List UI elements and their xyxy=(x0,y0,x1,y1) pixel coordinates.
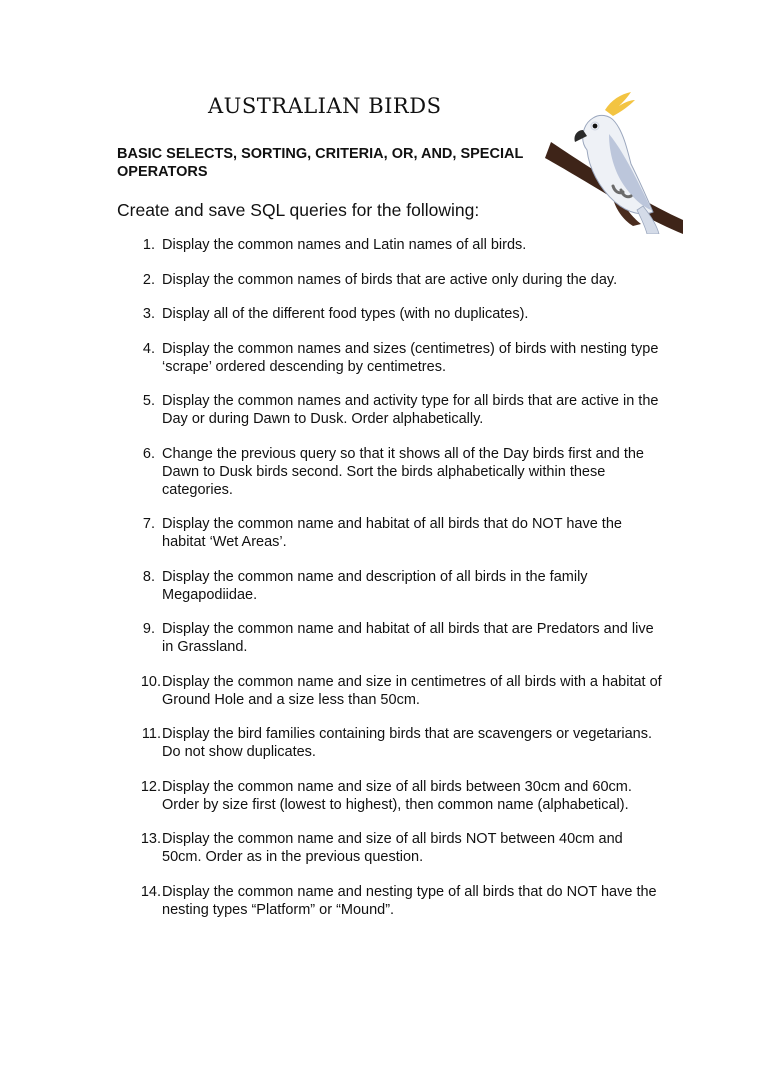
cockatoo-illustration xyxy=(543,88,683,234)
question-item xyxy=(117,340,662,376)
question-number: 2. xyxy=(142,271,155,288)
question-item xyxy=(117,673,662,709)
question-item xyxy=(117,236,662,254)
question-text: Display the common name and size of all birds between 30cm and 60cm. Order by size first (lowest to highest), then common name (alphabetical). xyxy=(162,778,632,813)
question-item xyxy=(117,883,662,919)
question-text: Display the common name and size of all birds NOT between 40cm and 50cm. Order as in the previous question. xyxy=(162,831,623,865)
section-subtitle: BASIC SELECTS, SORTING, CRITERIA, OR, AND, SPECIAL OPERATORS xyxy=(117,146,524,180)
question-text: Display the common name and nesting type of all birds that do NOT have the nesting types “Platform” or “Mound”. xyxy=(162,883,657,918)
question-item xyxy=(117,778,662,814)
crest-shape xyxy=(605,92,635,116)
question-number: 10. xyxy=(140,673,161,690)
question-text: Display the common name and habitat of all birds that are Predators and live in Grassland. xyxy=(162,621,654,655)
question-number: 12. xyxy=(140,778,161,795)
question-number: 11. xyxy=(141,726,161,742)
question-text: Display the common name and description of all birds in the family Megapodiidae. xyxy=(162,568,588,603)
question-number: 7. xyxy=(142,516,155,532)
question-number: 5. xyxy=(142,393,155,409)
question-item xyxy=(117,392,662,428)
question-number: 13. xyxy=(140,831,161,847)
question-number: 1. xyxy=(142,237,155,253)
question-text: Display the common name and habitat of all birds that do NOT have the habitat ‘Wet Areas’. xyxy=(162,516,622,550)
question-number: 14. xyxy=(140,883,161,900)
question-list xyxy=(117,236,662,935)
question-text: Display the bird families containing birds that are scavengers or vegetarians. Do not show duplicates. xyxy=(162,726,653,760)
question-text: Display the common names and Latin names of all birds. xyxy=(162,237,527,253)
question-item xyxy=(117,830,662,866)
question-item xyxy=(117,445,662,499)
question-item xyxy=(117,305,662,323)
question-item xyxy=(117,620,662,656)
page-title: AUSTRALIAN BIRDS xyxy=(208,94,442,118)
question-text: Change the previous query so that it shows all of the Day birds first and the Dawn to Dusk birds second. Sort the birds alphabetically within these categories. xyxy=(162,445,644,498)
question-number: 9. xyxy=(142,621,155,637)
question-text: Display the common name and size in centimetres of all birds with a habitat of Ground Hole and a size less than 50cm. xyxy=(162,673,662,708)
question-text: Display the common names of birds that are active only during the day. xyxy=(162,271,618,288)
question-text: Display all of the different food types (with no duplicates). xyxy=(162,306,529,322)
question-number: 8. xyxy=(142,568,155,585)
intro-text: Create and save SQL queries for the following: xyxy=(117,200,480,220)
question-item xyxy=(117,515,662,551)
question-text: Display the common names and activity type for all birds that are active in the Day or during Dawn to Dusk. Order alphabetically. xyxy=(162,393,659,427)
question-item xyxy=(117,725,662,761)
question-number: 4. xyxy=(142,340,155,357)
question-text: Display the common names and sizes (centimetres) of birds with nesting type ‘scrape’ ordered descending by centimetres. xyxy=(162,340,659,375)
eye-shape xyxy=(593,124,598,129)
question-number: 3. xyxy=(142,306,155,322)
question-number: 6. xyxy=(142,445,155,462)
question-item xyxy=(117,271,662,289)
question-item xyxy=(117,568,662,604)
